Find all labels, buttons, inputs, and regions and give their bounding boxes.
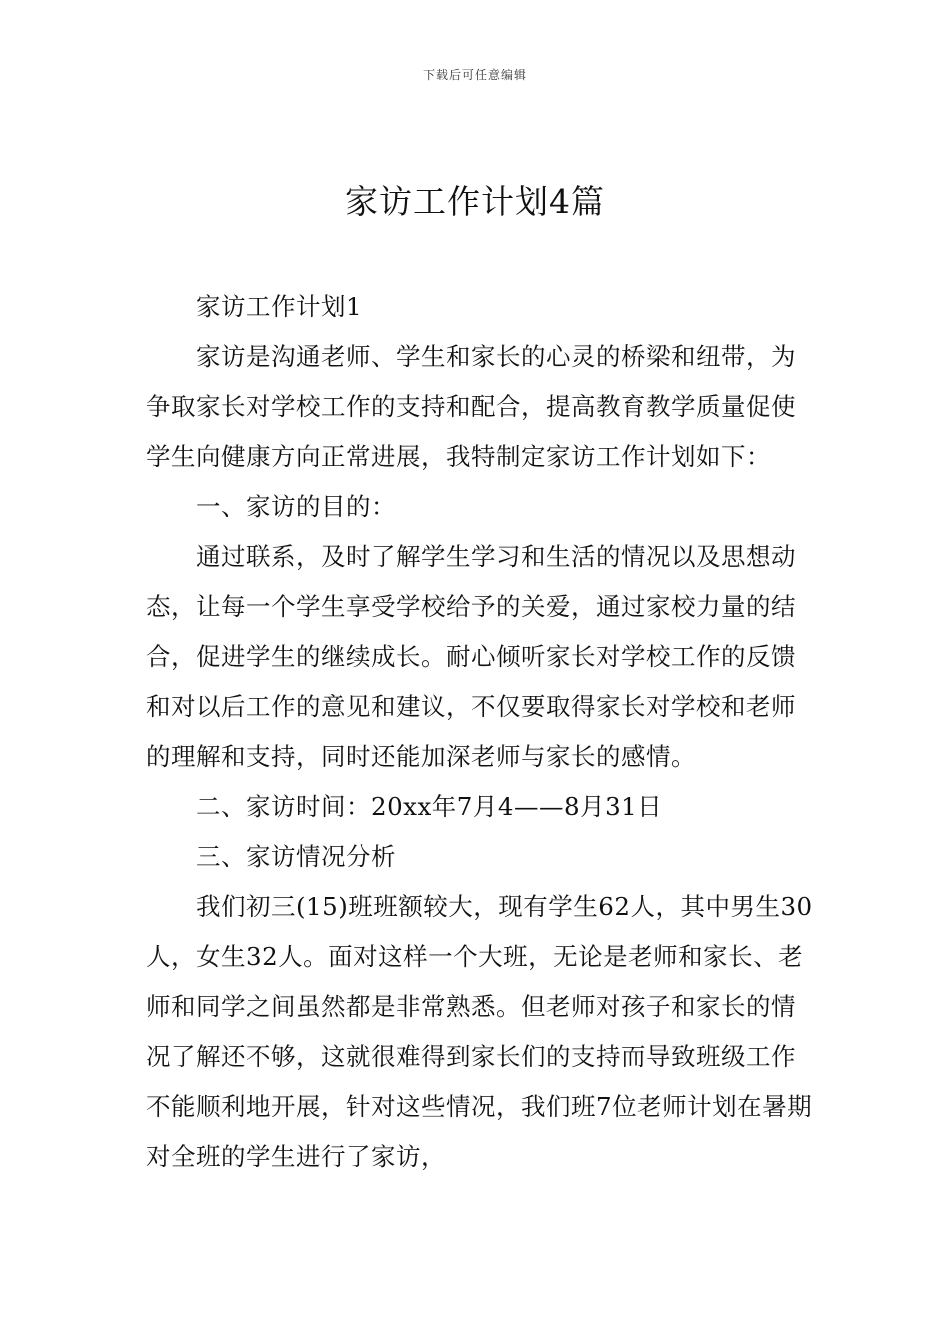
section-heading-time: 二、家访时间：20xx年7月4——8月31日 (196, 792, 663, 821)
document-title: 家访工作计划4篇 (345, 182, 605, 221)
section-heading-analysis: 三、家访情况分析 (196, 842, 396, 871)
header-note: 下载后可任意编辑 (422, 68, 527, 82)
section-heading-purpose: 一、家访的目的： (196, 492, 396, 521)
intro-paragraph: 家访是沟通老师、学生和家长的心灵的桥梁和纽带，为争取家长对学校工作的支持和配合，提高教育教学质量促使学生向健康方向正常进展，我特制定家访工作计划如下： (146, 342, 796, 471)
purpose-paragraph: 通过联系，及时了解学生学习和生活的情况以及思想动态，让每一个学生享受学校给予的关爱，通过家校力量的结合，促进学生的继续成长。耐心倾听家长对学校工作的反馈和对以后工作的意见和建议，不仅要取得家长对学校和老师的理解和支持，同时还能加深老师与家长的感情。 (146, 542, 796, 771)
analysis-paragraph: 我们初三(15)班班额较大，现有学生62人，其中男生30人，女生32人。面对这样一个大班，无论是老师和家长、老师和同学之间虽然都是非常熟悉。但老师对孩子和家长的情况了解还不够，这就很难得到家长们的支持而导致班级工作不能顺利地开展，针对这些情况，我们班7位老师计划在暑期对全班的学生进行了家访， (146, 892, 813, 1171)
document-body (146, 282, 818, 1182)
section-heading-plan-1: 家访工作计划1 (196, 292, 363, 321)
